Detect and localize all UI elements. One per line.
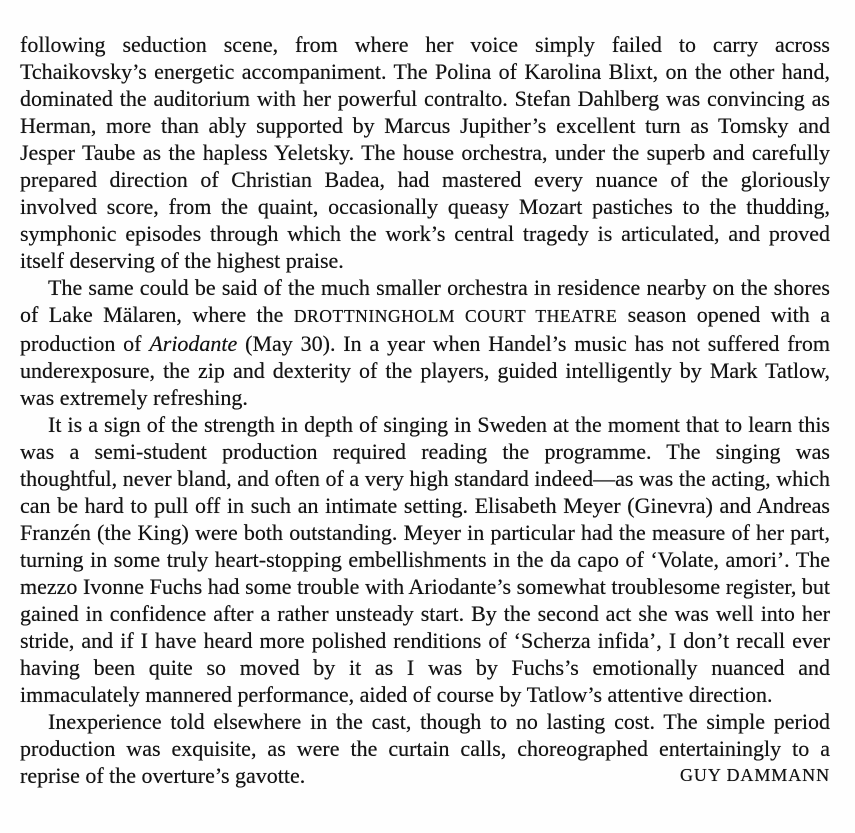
paragraph-text: season opened with a production of (20, 302, 830, 356)
paragraph-singing (20, 411, 830, 708)
paragraph-text: (May 30). In a year when Handel’s music has not suffered from underexposure, the zip and dexterity of the players, guided intelligently by Mark Tatlow, was extremely refreshing. (20, 331, 830, 410)
paragraph-closing (20, 708, 830, 789)
paragraph-text: The same could be said of the much smaller orchestra in residence nearby on the shores of Lake Mälaren, where the (20, 275, 830, 327)
paragraph-continuation (20, 31, 830, 274)
paragraph-text: Inexperience told elsewhere in the cast, though to no lasting cost. The simple period production was exquisite, as were the curtain calls, choreographed entertainingly to a reprise of the overture’s gavotte. (20, 709, 830, 788)
paragraph-text: It is a sign of the strength in depth of singing in Sweden at the moment that to learn this was a semi-student production required reading the programme. The singing was thoughtful, never bland, and often of a very high standard indeed—as was the acting, which can be hard to pull off in such an intimate setting. Elisabeth Meyer (Ginevra) and Andreas Franzén (the King) were both outstanding. Meyer in particular had the measure of her part, turning in some truly heart-stopping embellishments in the da capo of ‘Volate, amori’. The mezzo Ivonne Fuchs had some trouble with Ariodante’s somewhat troublesome register, but gained in confidence after a rather unsteady start. By the second act she was well into her stride, and if I have heard more polished renditions of ‘Scherza infida’, I don’t recall ever having been quite so moved by it as I was by Fuchs’s emotionally nuanced and immaculately mannered performance, aided of course by Tatlow’s attentive direction. (20, 412, 830, 707)
theatre-name-smallcaps: DROTTNINGHOLM COURT THEATRE (293, 306, 618, 326)
opera-title-italic: Ariodante (149, 331, 238, 356)
paragraph-text: following seduction scene, from where her voice simply failed to carry across Tchaikovsky’s energetic accompaniment. The Polina of Karolina Blixt, on the other hand, dominated the auditorium with her powerful contralto. Stefan Dahlberg was convincing as Herman, more than ably supported by Marcus Jupither’s excellent turn as Tomsky and Jesper Taube as the hapless Yeletsky. The house orchestra, under the superb and carefully prepared direction of Christian Badea, had mastered every nuance of the gloriously involved score, from the quaint, occasionally queasy Mozart pastiches to the thudding, symphonic episodes through which the work’s central tragedy is articulated, and proved itself deserving of the highest praise. (20, 32, 830, 273)
paragraph-drottningholm (20, 274, 830, 411)
byline: GUY DAMMANN (680, 765, 830, 785)
